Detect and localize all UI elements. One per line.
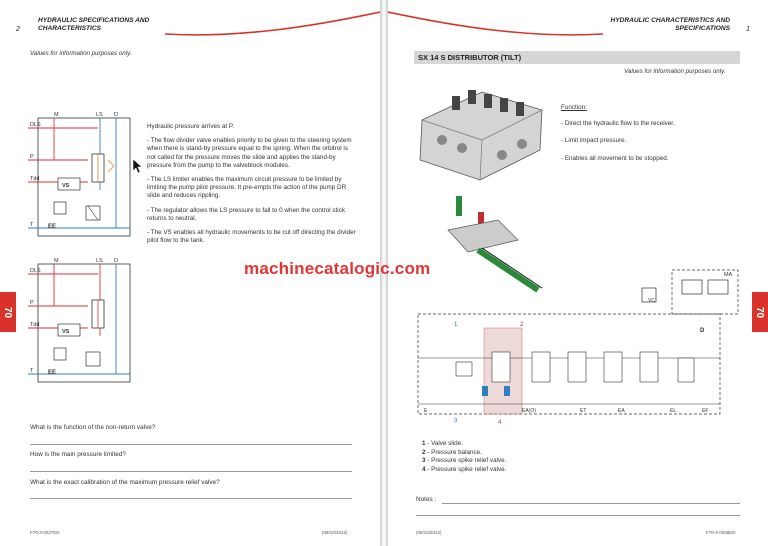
header-title: HYDRAULIC CHARACTERISTICS AND SPECIFICATIONS xyxy=(610,17,730,32)
label-e: E xyxy=(424,408,428,414)
label-ee: EE xyxy=(48,224,57,230)
legend-item: 4 - Pressure spike relief valve. xyxy=(422,465,507,473)
label-dls: DLS xyxy=(30,122,41,128)
hydraulic-circuit-diagram-1 xyxy=(28,110,138,240)
notes-label: Notes : xyxy=(416,496,437,503)
label-el: EL xyxy=(670,408,677,414)
header-swoosh xyxy=(388,10,603,44)
label-t: T xyxy=(30,222,34,228)
callout-1: 1 xyxy=(454,322,458,328)
question: What is the exact calibration of the maximum pressure relief valve? xyxy=(30,479,220,486)
label-ea-o: EA(O) xyxy=(522,408,536,414)
description-text xyxy=(147,123,357,251)
function-item: - Direct the hydraulic flow to the receiver. xyxy=(561,120,675,128)
label-m: M xyxy=(54,258,59,264)
right-page xyxy=(388,0,768,546)
distributor-image xyxy=(412,80,547,190)
label-ls: LS xyxy=(96,258,103,264)
callout-4: 4 xyxy=(498,420,502,426)
info-note: Values for information purposes only. xyxy=(30,50,132,57)
footer-date: (08/10/2012) xyxy=(322,530,348,535)
callout-2: 2 xyxy=(520,322,524,328)
label-d: D xyxy=(114,112,118,118)
paragraph: - The VS enables all hydraulic movements to be cut off directing the divider pilot flow to the tank. xyxy=(147,229,356,245)
page-number: 2 xyxy=(16,26,20,33)
label-vc: VC xyxy=(648,298,655,304)
label-et: ET xyxy=(580,408,587,414)
label-ee: EE xyxy=(48,370,57,376)
label-d: D xyxy=(700,328,705,334)
section-tab: 70 xyxy=(752,292,768,332)
section-tab: 70 xyxy=(0,292,16,332)
label-vs: VS xyxy=(62,329,70,335)
notes-line xyxy=(416,515,740,516)
legend-item: 3 - Pressure spike relief valve. xyxy=(422,457,507,465)
label-dls: DLS xyxy=(30,268,41,274)
label-t: T xyxy=(30,368,34,374)
label-tdd: Tdd xyxy=(30,176,40,182)
info-note: Values for information purposes only. xyxy=(624,68,726,75)
footer-ref: F70-3-0038EN xyxy=(706,530,736,535)
label-vs: VS xyxy=(62,183,70,189)
question: What is the function of the non-return valve? xyxy=(30,424,156,431)
question: How is the main pressure limited? xyxy=(30,451,126,458)
label-ef: EF xyxy=(702,408,709,414)
section-title: SX 14 S DISTRIBUTOR (TILT) xyxy=(414,51,740,64)
header-swoosh xyxy=(165,10,380,44)
hydraulic-circuit-diagram-2 xyxy=(28,256,138,386)
label-tdd: Tdd xyxy=(30,322,40,328)
answer-line xyxy=(30,471,352,472)
paragraph: - The regulator allows the LS pressure to fall to 0 when the control stick returns to neutral. xyxy=(147,206,345,222)
paragraph: - The LS limiter enables the maximum circuit pressure to be limited by limiting the pump pilot pressure. It pre-empts the action of the pump DR slide and reduces rippling. xyxy=(147,176,347,200)
function-item: - Enables all movement to be stopped. xyxy=(561,154,669,162)
label-ls: LS xyxy=(96,112,103,118)
function-heading: Function: xyxy=(561,104,587,111)
label-p: P xyxy=(30,300,34,306)
function-item: - Limit impact pressure. xyxy=(561,137,627,145)
legend-item: 1 - Valve slide. xyxy=(422,440,463,447)
legend-item: 2 - Pressure balance. xyxy=(422,448,482,456)
watermark: machinecatalogic.com xyxy=(244,259,431,278)
answer-line xyxy=(30,444,352,445)
answer-line xyxy=(30,498,352,499)
function-list xyxy=(561,104,711,163)
header-title: HYDRAULIC SPECIFICATIONS AND CHARACTERISTICS xyxy=(38,17,150,32)
paragraph: Hydraulic pressure arrives at P. xyxy=(147,123,235,130)
mouse-cursor-icon xyxy=(132,158,144,174)
footer-ref: F70-3-0027EN xyxy=(30,530,60,535)
paragraph: - The flow divider valve enables priority to be given to the steering system when there is stand-by pressure equal to the spring. When the orbitrol is not called for the pressure moves the slide and applies the stand-by pressure from the pump to the valveblock modules. xyxy=(147,137,352,169)
label-m: M xyxy=(54,112,59,118)
notes-line xyxy=(442,503,740,504)
label-d: D xyxy=(114,258,118,264)
page-number: 1 xyxy=(746,26,750,33)
label-ea: EA xyxy=(618,408,625,414)
footer-date: (08/10/2012) xyxy=(416,530,442,535)
legend xyxy=(422,440,506,474)
distributor-schematic xyxy=(412,262,746,432)
callout-3: 3 xyxy=(454,418,458,424)
label-p: P xyxy=(30,154,34,160)
label-ma: MA xyxy=(724,272,733,278)
